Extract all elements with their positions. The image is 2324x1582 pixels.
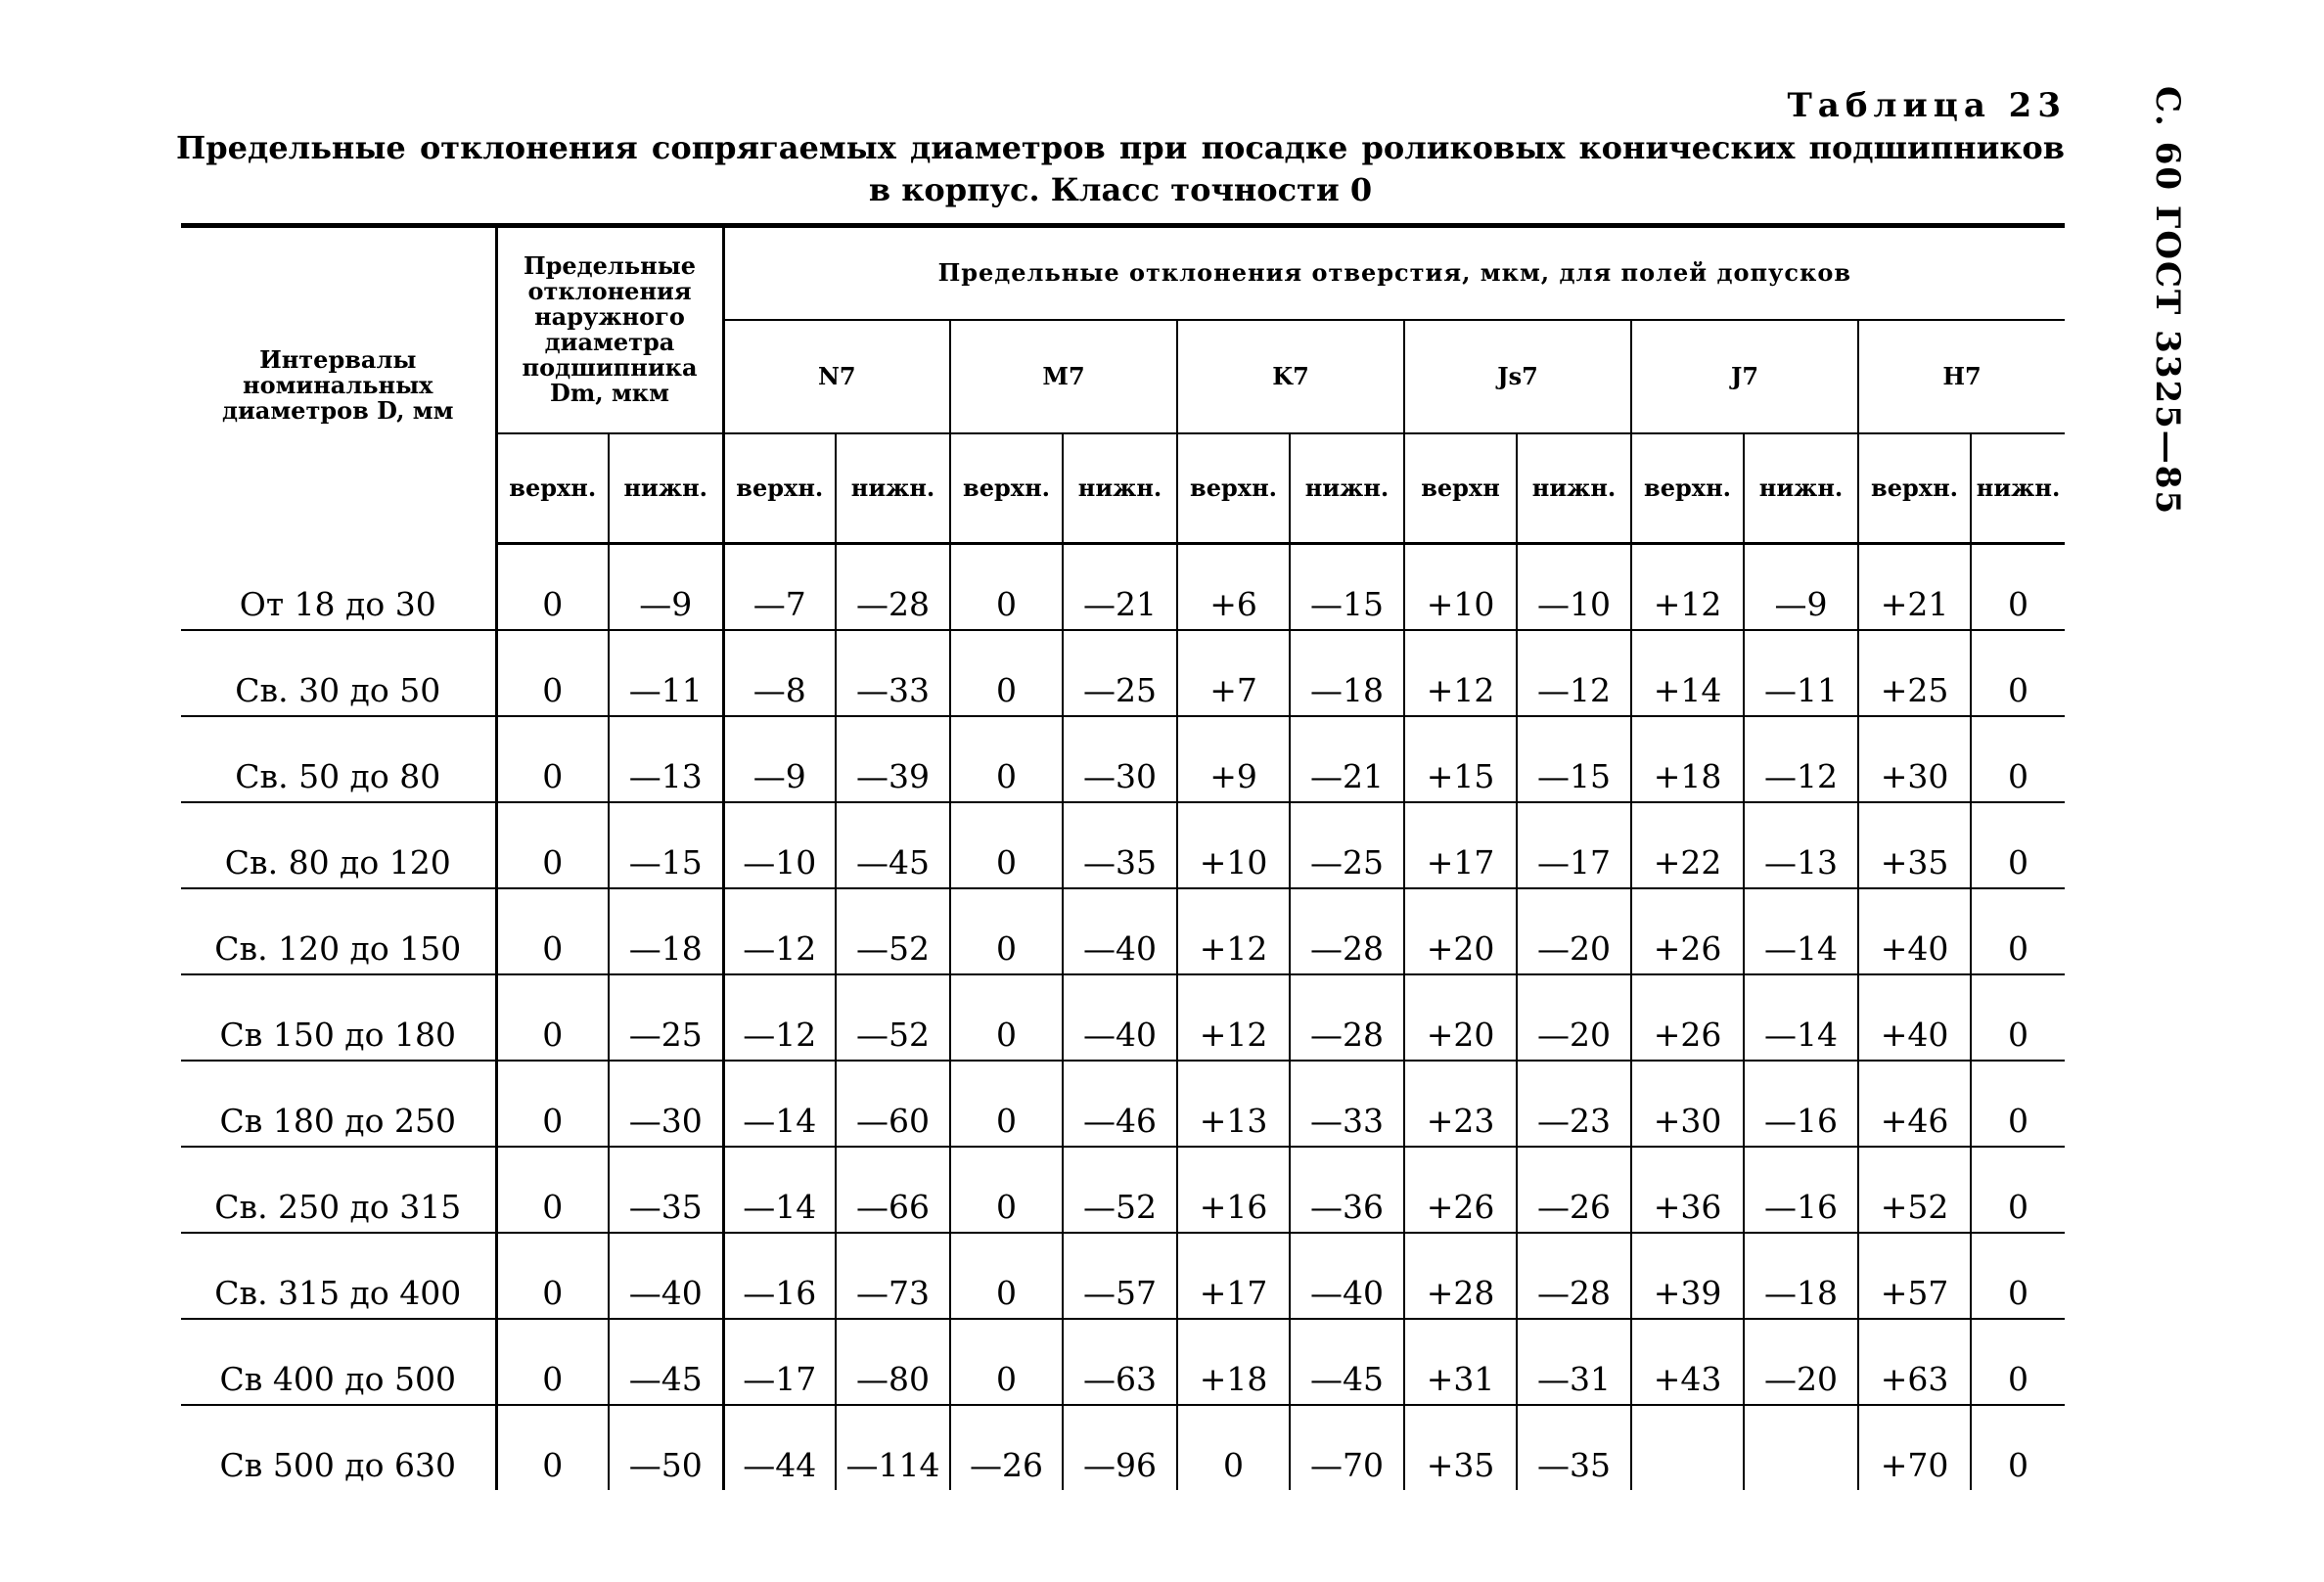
table-cell: —44 <box>723 1405 836 1490</box>
row-label: Св 500 до 630 <box>219 1446 456 1484</box>
sub-header-lower: нижн. <box>1290 433 1404 544</box>
table-cell: —14 <box>1744 888 1858 974</box>
table-cell: —21 <box>1063 544 1177 631</box>
table-cell: +28 <box>1404 1233 1517 1319</box>
table-cell: 0 <box>950 1319 1063 1405</box>
table-cell: —40 <box>1290 1233 1404 1319</box>
table-cell: —52 <box>1063 1147 1177 1233</box>
table-cell: —52 <box>836 974 950 1061</box>
header-intervals: Интервалы номинальных диаметров D, мм <box>181 226 496 544</box>
table-cell: 0 <box>950 630 1063 716</box>
table-cell: 0 <box>1971 544 2065 631</box>
table-cell: —11 <box>609 630 723 716</box>
table-cell: —33 <box>836 630 950 716</box>
table-cell: +17 <box>1404 802 1517 888</box>
sub-header-upper: верхн. <box>496 433 609 544</box>
row-label: Св. 120 до 150 <box>181 888 496 974</box>
table-cell: —15 <box>1517 716 1631 802</box>
table-cell: +26 <box>1631 888 1744 974</box>
table-cell: +40 <box>1858 974 1971 1061</box>
side-page-label-text: С. 60 ГОСТ 3325—85 <box>2148 86 2187 517</box>
table-cell: 0 <box>1971 802 2065 888</box>
table-cell: +20 <box>1404 974 1517 1061</box>
table-cell: —40 <box>609 1233 723 1319</box>
table-cell: —10 <box>1517 544 1631 631</box>
sub-header-lower: нижн. <box>1971 433 2065 544</box>
table-cell: 0 <box>1971 974 2065 1061</box>
sub-header-upper: верхн. <box>723 433 836 544</box>
table-cell: —12 <box>1744 716 1858 802</box>
table-cell: —25 <box>1290 802 1404 888</box>
table-cell: +7 <box>1177 630 1290 716</box>
table-cell: —12 <box>723 888 836 974</box>
table-cell: 0 <box>1971 716 2065 802</box>
table-cell: +18 <box>1177 1319 1290 1405</box>
table-cell: —9 <box>609 544 723 631</box>
table-body <box>181 544 2065 1491</box>
table-cell: 0 <box>496 544 609 631</box>
sub-header-upper: верхн <box>1404 433 1517 544</box>
table-cell: —26 <box>1517 1147 1631 1233</box>
table-row <box>181 544 2065 631</box>
header-hole-deviation: Предельные отклонения отверстия, мкм, для полей допусков <box>723 226 2065 320</box>
table-cell: —28 <box>836 544 950 631</box>
sub-header-lower: нижн. <box>1063 433 1177 544</box>
table-cell: —96 <box>1063 1405 1177 1490</box>
table-cell: —28 <box>1290 974 1404 1061</box>
table-cell: +46 <box>1858 1061 1971 1147</box>
table-cell: —36 <box>1290 1147 1404 1233</box>
table-cell: 0 <box>1971 1233 2065 1319</box>
table-row <box>181 716 2065 802</box>
table-cell: —114 <box>836 1405 950 1490</box>
table-cell: —28 <box>1290 888 1404 974</box>
table-cell: —14 <box>723 1061 836 1147</box>
table-cell: 0 <box>950 974 1063 1061</box>
table-cell: +31 <box>1404 1319 1517 1405</box>
table-cell: —20 <box>1517 974 1631 1061</box>
table-cell: +35 <box>1404 1405 1517 1490</box>
table-cell: +35 <box>1858 802 1971 888</box>
table-cell: +25 <box>1858 630 1971 716</box>
sub-header-upper: верхн. <box>950 433 1063 544</box>
table-cell: —35 <box>609 1147 723 1233</box>
table-cell: +63 <box>1858 1319 1971 1405</box>
table-cell: —25 <box>609 974 723 1061</box>
table-row <box>181 1061 2065 1147</box>
table-cell: —80 <box>836 1319 950 1405</box>
row-label: Св. 50 до 80 <box>181 716 496 802</box>
table-row <box>181 1405 2065 1490</box>
table-cell: +26 <box>1404 1147 1517 1233</box>
table-row <box>181 1233 2065 1319</box>
table-cell: —45 <box>1290 1319 1404 1405</box>
table-cell <box>1744 1405 1858 1490</box>
table-cell: 0 <box>1177 1405 1290 1490</box>
table-cell: +57 <box>1858 1233 1971 1319</box>
table-cell: —14 <box>1744 974 1858 1061</box>
sub-header-upper: верхн. <box>1177 433 1290 544</box>
table-cell: —45 <box>836 802 950 888</box>
table-cell <box>1631 1405 1744 1490</box>
table-cell: +23 <box>1404 1061 1517 1147</box>
table-cell: +12 <box>1177 888 1290 974</box>
table-cell: —45 <box>609 1319 723 1405</box>
table-cell: —52 <box>836 888 950 974</box>
row-label: Св. 80 до 120 <box>181 802 496 888</box>
table-cell: —46 <box>1063 1061 1177 1147</box>
table-cell: 0 <box>496 1147 609 1233</box>
table-cell: —20 <box>1517 888 1631 974</box>
table-cell: —13 <box>609 716 723 802</box>
table-cell: —50 <box>609 1405 723 1490</box>
row-label: Св. 30 до 50 <box>181 630 496 716</box>
table-cell: +39 <box>1631 1233 1744 1319</box>
table-cell: —70 <box>1290 1405 1404 1490</box>
sub-header-upper: верхн. <box>1858 433 1971 544</box>
table-cell: 0 <box>950 1233 1063 1319</box>
table-cell: 0 <box>1971 1405 2065 1490</box>
table-cell: —11 <box>1744 630 1858 716</box>
table-cell: +10 <box>1404 544 1517 631</box>
table-cell: —20 <box>1744 1319 1858 1405</box>
row-label: Св 150 до 180 <box>181 974 496 1061</box>
table-number: Таблица 23 <box>1787 86 2067 125</box>
table-cell: —57 <box>1063 1233 1177 1319</box>
table-cell: —18 <box>609 888 723 974</box>
table-cell: —18 <box>1744 1233 1858 1319</box>
table-cell: —73 <box>836 1233 950 1319</box>
sub-header-upper: верхн. <box>1631 433 1744 544</box>
table-cell: —30 <box>1063 716 1177 802</box>
table-cell: +30 <box>1631 1061 1744 1147</box>
table-cell: 0 <box>496 716 609 802</box>
table-cell: —35 <box>1517 1405 1631 1490</box>
table-cell: —40 <box>1063 888 1177 974</box>
table-cell: +20 <box>1404 888 1517 974</box>
table-cell: —60 <box>836 1061 950 1147</box>
table-cell: +14 <box>1631 630 1744 716</box>
table-row <box>181 802 2065 888</box>
table-cell: +13 <box>1177 1061 1290 1147</box>
table-cell: —15 <box>1290 544 1404 631</box>
table-cell: +21 <box>1858 544 1971 631</box>
table-cell: 0 <box>1971 1319 2065 1405</box>
table-cell: 0 <box>496 974 609 1061</box>
table-cell: —9 <box>723 716 836 802</box>
table-cell: —28 <box>1517 1233 1631 1319</box>
table-cell: +22 <box>1631 802 1744 888</box>
side-page-label <box>2138 86 2187 517</box>
table-cell: +30 <box>1858 716 1971 802</box>
table-cell: —40 <box>1063 974 1177 1061</box>
table-cell: —23 <box>1517 1061 1631 1147</box>
table-cell: +15 <box>1404 716 1517 802</box>
table-row <box>181 974 2065 1061</box>
table-cell: +12 <box>1177 974 1290 1061</box>
table-cell: +70 <box>1858 1405 1971 1490</box>
table-cell: 0 <box>950 802 1063 888</box>
table-cell: +9 <box>1177 716 1290 802</box>
table-cell: —7 <box>723 544 836 631</box>
row-label: Св. 250 до 315 <box>181 1147 496 1233</box>
table-cell: 0 <box>950 1147 1063 1233</box>
table-caption: Предельные отклонения сопрягаемых диаметров при посадке роликовых конических подшипников в корпус. Класс точности 0 <box>176 129 2065 208</box>
sub-header-lower: нижн. <box>1744 433 1858 544</box>
sub-header-lower: нижн. <box>836 433 950 544</box>
table-cell: +16 <box>1177 1147 1290 1233</box>
table-cell: 0 <box>1971 888 2065 974</box>
table-cell: +26 <box>1631 974 1744 1061</box>
table-cell: —21 <box>1290 716 1404 802</box>
table-cell: 0 <box>950 888 1063 974</box>
header-bearing-deviation: Предельные отклонения наружного диаметра подшипника Dm, мкм <box>496 226 723 433</box>
header-field-j7: J7 <box>1631 320 1858 433</box>
table-cell: +18 <box>1631 716 1744 802</box>
table-cell: —17 <box>723 1319 836 1405</box>
table-cell: —39 <box>836 716 950 802</box>
table-cell: +6 <box>1177 544 1290 631</box>
table-cell: —33 <box>1290 1061 1404 1147</box>
table-cell: +40 <box>1858 888 1971 974</box>
table-cell: 0 <box>950 716 1063 802</box>
table-cell: 0 <box>950 1061 1063 1147</box>
table-cell: 0 <box>496 1319 609 1405</box>
header-field-k7: K7 <box>1177 320 1404 433</box>
table-cell: —25 <box>1063 630 1177 716</box>
table-cell: 0 <box>1971 1061 2065 1147</box>
table-cell: 0 <box>496 888 609 974</box>
table-header <box>181 226 2065 544</box>
table-cell: +12 <box>1631 544 1744 631</box>
table-cell: —16 <box>1744 1061 1858 1147</box>
table-cell: 0 <box>496 630 609 716</box>
table-cell: 0 <box>1971 630 2065 716</box>
table-cell: +17 <box>1177 1233 1290 1319</box>
table-cell: —13 <box>1744 802 1858 888</box>
row-label: Св 180 до 250 <box>181 1061 496 1147</box>
table-cell: —10 <box>723 802 836 888</box>
sub-header-lower: нижн. <box>609 433 723 544</box>
table-cell: +10 <box>1177 802 1290 888</box>
table-row <box>181 888 2065 974</box>
sub-header-lower: нижн. <box>1517 433 1631 544</box>
table-cell: 0 <box>496 1233 609 1319</box>
table-cell: —9 <box>1744 544 1858 631</box>
table-cell: +52 <box>1858 1147 1971 1233</box>
header-field-m7: M7 <box>950 320 1177 433</box>
table-cell: 0 <box>950 544 1063 631</box>
table-cell: +36 <box>1631 1147 1744 1233</box>
table-cell: —18 <box>1290 630 1404 716</box>
table-cell: —16 <box>1744 1147 1858 1233</box>
row-label: Св 400 до 500 <box>181 1319 496 1405</box>
table-cell: —66 <box>836 1147 950 1233</box>
table-cell: —26 <box>950 1405 1063 1490</box>
table-cell: —35 <box>1063 802 1177 888</box>
table-cell: —16 <box>723 1233 836 1319</box>
tolerance-table <box>181 223 2065 1490</box>
table-cell: +43 <box>1631 1319 1744 1405</box>
table-cell: 0 <box>496 1405 609 1490</box>
header-field-h7: H7 <box>1858 320 2065 433</box>
row-label: Св. 315 до 400 <box>181 1233 496 1319</box>
table-cell: —8 <box>723 630 836 716</box>
table-cell: 0 <box>1971 1147 2065 1233</box>
table-cell: —30 <box>609 1061 723 1147</box>
header-field-js7: Js7 <box>1404 320 1631 433</box>
table-cell: 0 <box>496 1061 609 1147</box>
header-field-n7: N7 <box>723 320 950 433</box>
table-cell: —12 <box>1517 630 1631 716</box>
table-cell: —12 <box>723 974 836 1061</box>
table-row <box>181 1319 2065 1405</box>
table-cell: +12 <box>1404 630 1517 716</box>
table-cell: —15 <box>609 802 723 888</box>
row-label: От 18 до 30 <box>181 544 496 631</box>
table-cell: —63 <box>1063 1319 1177 1405</box>
table-cell: —31 <box>1517 1319 1631 1405</box>
table-row <box>181 1147 2065 1233</box>
table-cell: —17 <box>1517 802 1631 888</box>
table-cell: 0 <box>496 802 609 888</box>
table-cell: —14 <box>723 1147 836 1233</box>
table-row <box>181 630 2065 716</box>
